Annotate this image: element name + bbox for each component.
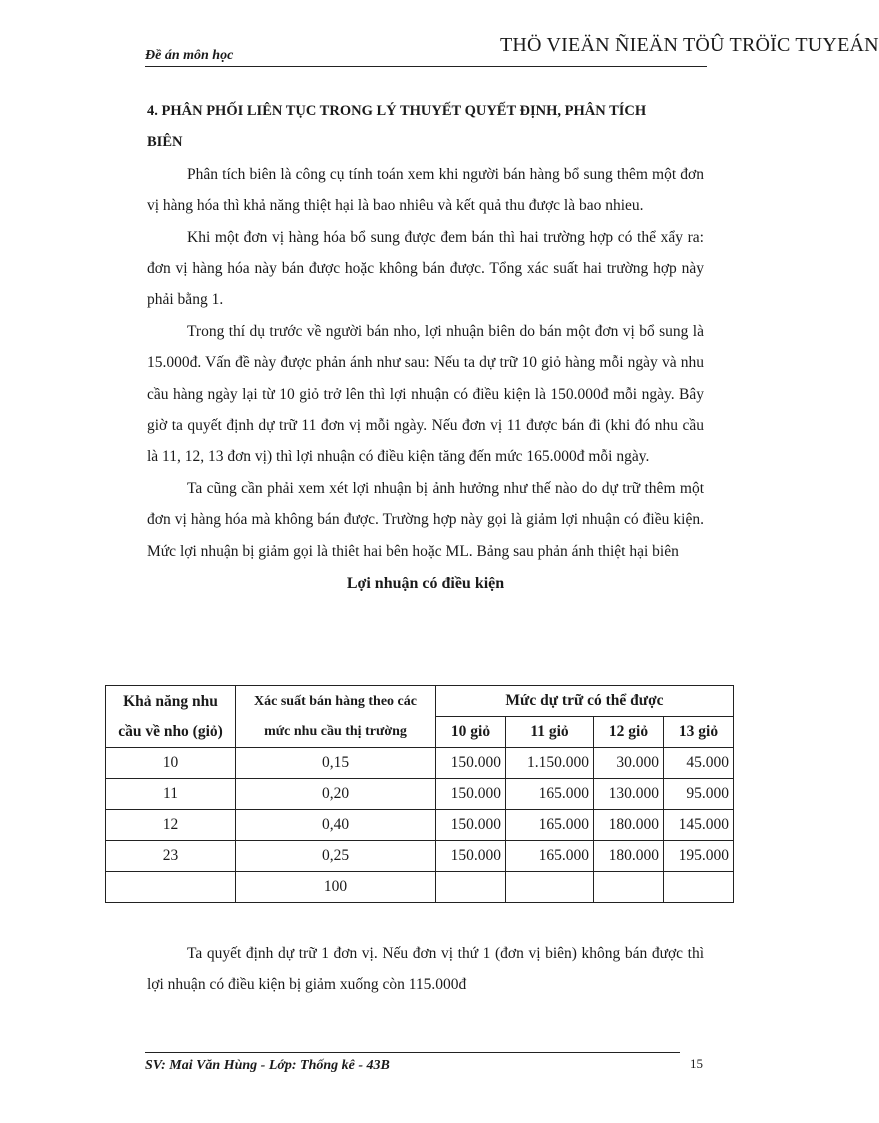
stock-group-header: Mức dự trữ có thể được [436,686,734,717]
closing-paragraph: Ta quyết định dự trữ 1 đơn vị. Nếu đơn vị thứ 1 (đơn vị biên) không bán được thì lợi nhuận có điều kiện bị giảm xuống còn 115.000đ [147,945,704,994]
table-caption: Lợi nhuận có điều kiện [346,575,505,593]
demand-header-line2: cầu về nho (giỏ) [118,722,223,740]
profit-cell-12: 30.000 [594,748,664,779]
footer-author: SV: Mai Văn Hùng - Lớp: Thống kê - 43B [145,1058,390,1073]
profit-cell-13: 145.000 [664,810,734,841]
stock-header-13: 13 giỏ [664,717,734,748]
empty-cell [436,872,506,903]
footer-divider [145,1052,680,1053]
profit-cell-10: 150.000 [436,779,506,810]
header-divider [145,66,707,67]
profit-cell-11: 1.150.000 [506,748,594,779]
stock-header-10: 10 giỏ [436,717,506,748]
probability-cell: 0,40 [236,810,436,841]
empty-cell [594,872,664,903]
demand-header [106,686,236,748]
probability-cell: 0,15 [236,748,436,779]
empty-cell [106,872,236,903]
paragraph-1: Phân tích biên là công cụ tính toán xem khi người bán hàng bổ sung thêm một đơn vị hàng hóa thì khả năng thiệt hại là bao nhiêu và kết quả thu được là bao nhieu. [147,165,704,215]
profit-cell-10: 150.000 [436,748,506,779]
header-library-title: THÖ VIEÄN ÑIEÄN TÖÛ TRÖÏC TUYEÁN [500,34,879,56]
probability-header-line1: Xác suất bán hàng theo các [254,693,417,709]
demand-cell: 11 [106,779,236,810]
probability-header-line2: mức nhu cầu thị trường [264,723,407,739]
paragraph-3: Trong thí dụ trước về người bán nho, lợi nhuận biên do bán một đơn vị bổ sung là 15.000đ. Vấn đề này được phản ánh như sau: Nếu ta dự trữ 10 giỏ hàng mỗi ngày và nhu cầu hàng ngày lại từ 10 giỏ trở lên thì lợi nhuận có điều kiện là 150.000đ mỗi ngày. Bây giờ ta quyết định dự trữ 11 đơn vị mỗi ngày. Nếu đơn vị 11 được bán đi (khi đó nhu cầu là 11, 12, 13 đơn vị) thì lợi nhuận có điều kiện tăng đến mức 165.000đ mỗi ngày. [147,322,704,466]
empty-cell [506,872,594,903]
profit-table [105,685,734,903]
header-course-title: Đề án môn học [145,48,234,63]
table-row [106,841,734,872]
profit-cell-10: 150.000 [436,810,506,841]
profit-cell-12: 180.000 [594,841,664,872]
probability-header [236,686,436,748]
table-row [106,810,734,841]
paragraph-2: Khi một đơn vị hàng hóa bổ sung được đem bán thì hai trường hợp có thể xẩy ra: đơn vị hàng hóa này bán được hoặc không bán được. Tổng xác suất hai trường hợp này phải bằng 1. [147,228,704,309]
section-title-line2: BIÊN [147,134,183,151]
closing-section [147,938,704,1001]
main-content [147,96,704,599]
probability-cell: 0,25 [236,841,436,872]
stock-header-12: 12 giỏ [594,717,664,748]
demand-cell: 23 [106,841,236,872]
table-row [106,779,734,810]
profit-cell-12: 180.000 [594,810,664,841]
demand-cell: 10 [106,748,236,779]
table-total-row [106,872,734,903]
demand-cell: 12 [106,810,236,841]
probability-cell: 0,20 [236,779,436,810]
profit-cell-13: 95.000 [664,779,734,810]
profit-cell-12: 130.000 [594,779,664,810]
empty-cell [664,872,734,903]
profit-cell-11: 165.000 [506,810,594,841]
profit-cell-13: 195.000 [664,841,734,872]
total-probability-cell: 100 [236,872,436,903]
page-number: 15 [690,1056,703,1071]
profit-cell-10: 150.000 [436,841,506,872]
profit-cell-11: 165.000 [506,841,594,872]
profit-cell-11: 165.000 [506,779,594,810]
table-row [106,748,734,779]
section-title-line1: 4. PHÂN PHỐI LIÊN TỤC TRONG LÝ THUYẾT QUYẾT ĐỊNH, PHÂN TÍCH [147,103,647,119]
stock-header-11: 11 giỏ [506,717,594,748]
paragraph-4: Ta cũng cần phải xem xét lợi nhuận bị ảnh hưởng như thế nào do dự trữ thêm một đơn vị hàng hóa mà không bán được. Trường hợp này gọi là giảm lợi nhuận có điều kiện. Mức lợi nhuận bị giảm gọi là thiêt hai bên hoặc ML. Bảng sau phản ánh thiệt hại biên [147,479,704,560]
profit-cell-13: 45.000 [664,748,734,779]
demand-header-line1: Khả năng nhu [123,692,218,710]
